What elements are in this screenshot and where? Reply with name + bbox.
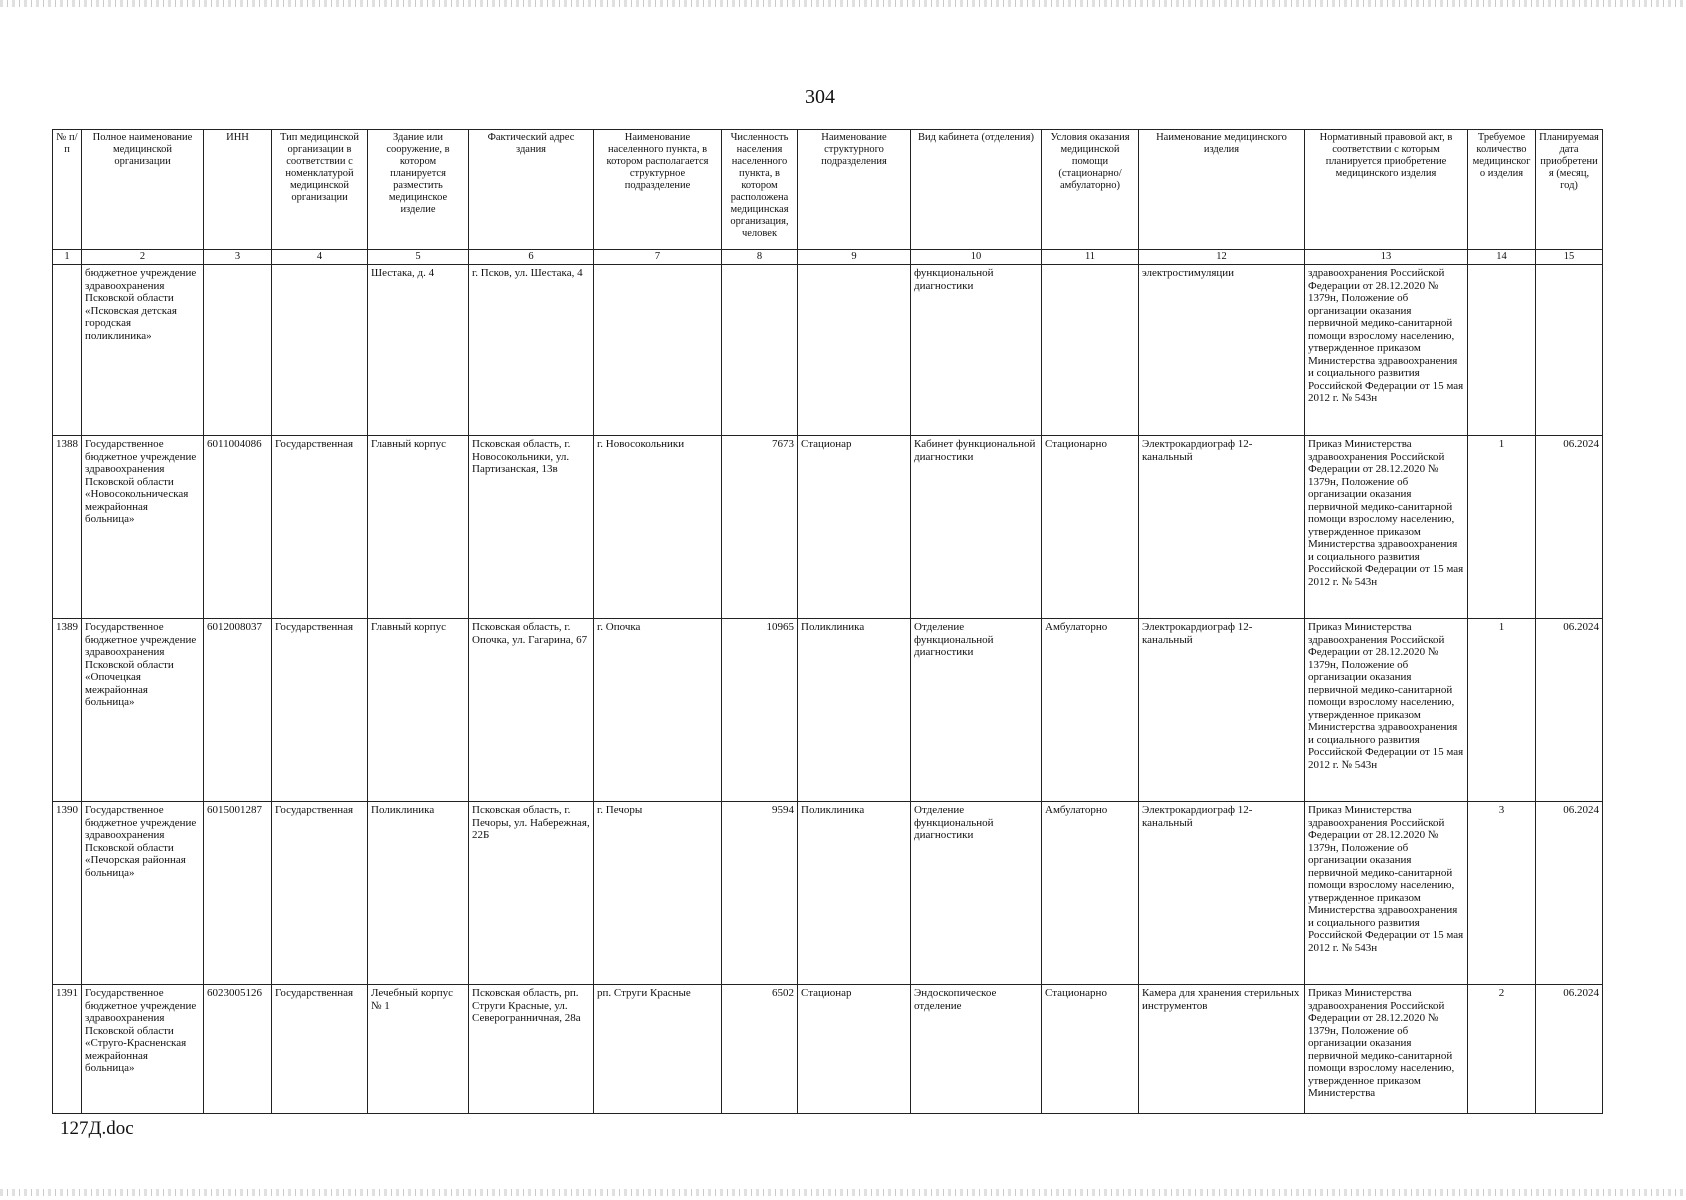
col-header-org: Полное наименование медицинской организации: [82, 130, 204, 250]
cell-device: Электрокардиограф 12-канальный: [1139, 619, 1305, 802]
cell-num: 1390: [53, 802, 82, 985]
cell-cabinet: Отделение функциональной диагностики: [911, 619, 1042, 802]
cell-conditions: Стационарно: [1042, 985, 1139, 1114]
cell-cabinet: функциональной диагностики: [911, 265, 1042, 436]
col-header-inn: ИНН: [204, 130, 272, 250]
col-number: 4: [272, 250, 368, 265]
cell-date: [1536, 265, 1603, 436]
cell-address: Псковская область, рп. Струги Красные, ул. Северогранничная, 28а: [469, 985, 594, 1114]
cell-org: Государственное бюджетное учреждение здравоохранения Псковской области «Опочецкая межрайонная больница»: [82, 619, 204, 802]
col-number: 1: [53, 250, 82, 265]
cell-qty: 3: [1468, 802, 1536, 985]
cell-device: Электрокардиограф 12-канальный: [1139, 802, 1305, 985]
col-header-date: Планируемая дата приобретения (месяц, год): [1536, 130, 1603, 250]
cell-qty: 1: [1468, 619, 1536, 802]
col-header-num: № п/п: [53, 130, 82, 250]
cell-inn: 6011004086: [204, 436, 272, 619]
table-row: [53, 436, 1603, 619]
cell-inn: 6012008037: [204, 619, 272, 802]
col-number: 9: [798, 250, 911, 265]
cell-date: 06.2024: [1536, 619, 1603, 802]
col-number: 13: [1305, 250, 1468, 265]
cell-locality: [594, 265, 722, 436]
cell-building: Главный корпус: [368, 436, 469, 619]
cell-locality: г. Печоры: [594, 802, 722, 985]
cell-qty: [1468, 265, 1536, 436]
cell-unit: Стационар: [798, 436, 911, 619]
col-header-type: Тип медицинской организации в соответствии с номенклатурой медицинской организации: [272, 130, 368, 250]
col-number: 2: [82, 250, 204, 265]
cell-conditions: Амбулаторно: [1042, 619, 1139, 802]
cell-inn: [204, 265, 272, 436]
cell-num: 1388: [53, 436, 82, 619]
cell-org: бюджетное учреждение здравоохранения Псковской области «Псковская детская городская поликлиника»: [82, 265, 204, 436]
col-header-device: Наименование медицинского изделия: [1139, 130, 1305, 250]
cell-date: 06.2024: [1536, 802, 1603, 985]
cell-population: [722, 265, 798, 436]
cell-device: Камера для хранения стерильных инструментов: [1139, 985, 1305, 1114]
cell-population: 9594: [722, 802, 798, 985]
col-header-address: Фактический адрес здания: [469, 130, 594, 250]
page-number: 304: [805, 86, 835, 108]
cell-num: [53, 265, 82, 436]
cell-cabinet: Кабинет функциональной диагностики: [911, 436, 1042, 619]
cell-qty: 2: [1468, 985, 1536, 1114]
cell-type: Государственная: [272, 436, 368, 619]
header-row: [53, 130, 1603, 250]
col-number: 14: [1468, 250, 1536, 265]
cell-org: Государственное бюджетное учреждение здравоохранения Псковской области «Новосокольническая межрайонная больница»: [82, 436, 204, 619]
col-header-cabinet: Вид кабинета (отделения): [911, 130, 1042, 250]
cell-address: Псковская область, г. Печоры, ул. Набережная, 22Б: [469, 802, 594, 985]
col-number: 8: [722, 250, 798, 265]
cell-act: Приказ Министерства здравоохранения Российской Федерации от 28.12.2020 № 1379н, Положение об организации оказания первичной медико-санитарной помощи взрослому населению, утвержденное приказом Министерства здравоохранения и социального развития Российской Федерации от 15 мая 2012 г. № 543н: [1305, 802, 1468, 985]
cell-num: 1389: [53, 619, 82, 802]
cell-building: Шестака, д. 4: [368, 265, 469, 436]
col-number: 3: [204, 250, 272, 265]
table-row: [53, 802, 1603, 985]
cell-type: Государственная: [272, 619, 368, 802]
cell-type: Государственная: [272, 985, 368, 1114]
cell-type: Государственная: [272, 802, 368, 985]
cell-cabinet: Отделение функциональной диагностики: [911, 802, 1042, 985]
cell-inn: 6015001287: [204, 802, 272, 985]
cell-inn: 6023005126: [204, 985, 272, 1114]
scan-edge-top: [0, 0, 1686, 7]
cell-unit: [798, 265, 911, 436]
table-row: [53, 265, 1603, 436]
cell-unit: Поликлиника: [798, 802, 911, 985]
cell-device: электростимуляции: [1139, 265, 1305, 436]
cell-locality: рп. Струги Красные: [594, 985, 722, 1114]
cell-address: г. Псков, ул. Шестака, 4: [469, 265, 594, 436]
cell-population: 10965: [722, 619, 798, 802]
col-number: 15: [1536, 250, 1603, 265]
cell-locality: г. Новосокольники: [594, 436, 722, 619]
table-row: [53, 619, 1603, 802]
cell-unit: Поликлиника: [798, 619, 911, 802]
col-number: 10: [911, 250, 1042, 265]
col-number: 7: [594, 250, 722, 265]
col-number: 11: [1042, 250, 1139, 265]
scan-edge-bottom: [0, 1189, 1686, 1196]
cell-conditions: Стационарно: [1042, 436, 1139, 619]
table-row: [53, 985, 1603, 1114]
col-header-conditions: Условия оказания медицинской помощи (стационарно/ амбулаторно): [1042, 130, 1139, 250]
col-number: 6: [469, 250, 594, 265]
cell-conditions: Амбулаторно: [1042, 802, 1139, 985]
cell-building: Главный корпус: [368, 619, 469, 802]
cell-act: Приказ Министерства здравоохранения Российской Федерации от 28.12.2020 № 1379н, Положение об организации оказания первичной медико-санитарной помощи взрослому населению, утвержденное приказом Министерства здравоохранения и социального развития Российской Федерации от 15 мая 2012 г. № 543н: [1305, 619, 1468, 802]
document-filename: 127Д.doc: [60, 1118, 134, 1139]
cell-date: 06.2024: [1536, 985, 1603, 1114]
cell-unit: Стационар: [798, 985, 911, 1114]
cell-building: Лечебный корпус № 1: [368, 985, 469, 1114]
cell-date: 06.2024: [1536, 436, 1603, 619]
col-header-unit: Наименование структурного подразделения: [798, 130, 911, 250]
col-header-locality: Наименование населенного пункта, в котором располагается структурное подразделение: [594, 130, 722, 250]
cell-device: Электрокардиограф 12-канальный: [1139, 436, 1305, 619]
cell-qty: 1: [1468, 436, 1536, 619]
col-header-building: Здание или сооружение, в котором планируется разместить медицинское изделие: [368, 130, 469, 250]
cell-act: Приказ Министерства здравоохранения Российской Федерации от 28.12.2020 № 1379н, Положение об организации оказания первичной медико-санитарной помощи взрослому населению, утвержденное приказом Министерства здравоохранения и социального развития Российской Федерации от 15 мая 2012 г. № 543н: [1305, 436, 1468, 619]
cell-num: 1391: [53, 985, 82, 1114]
col-number: 12: [1139, 250, 1305, 265]
cell-building: Поликлиника: [368, 802, 469, 985]
cell-address: Псковская область, г. Новосокольники, ул. Партизанская, 13в: [469, 436, 594, 619]
cell-locality: г. Опочка: [594, 619, 722, 802]
column-number-row: [53, 250, 1603, 265]
cell-type: [272, 265, 368, 436]
cell-act: Приказ Министерства здравоохранения Российской Федерации от 28.12.2020 № 1379н, Положение об организации оказания первичной медико-санитарной помощи взрослому населению, утвержденное приказом Министерства: [1305, 985, 1468, 1114]
cell-address: Псковская область, г. Опочка, ул. Гагарина, 67: [469, 619, 594, 802]
col-header-act: Нормативный правовой акт, в соответствии с которым планируется приобретение медицинского изделия: [1305, 130, 1468, 250]
medical-equipment-table: [52, 129, 1603, 1114]
cell-population: 6502: [722, 985, 798, 1114]
col-number: 5: [368, 250, 469, 265]
col-header-population: Численность населения населенного пункта, в котором расположена медицинская организация, человек: [722, 130, 798, 250]
cell-conditions: [1042, 265, 1139, 436]
cell-act: здравоохранения Российской Федерации от 28.12.2020 № 1379н, Положение об организации оказания первичной медико-санитарной помощи взрослому населению, утвержденное приказом Министерства здравоохранения и социального развития Российской Федерации от 15 мая 2012 г. № 543н: [1305, 265, 1468, 436]
cell-cabinet: Эндоскопическое отделение: [911, 985, 1042, 1114]
cell-org: Государственное бюджетное учреждение здравоохранения Псковской области «Печорская районная больница»: [82, 802, 204, 985]
cell-population: 7673: [722, 436, 798, 619]
col-header-qty: Требуемое количество медицинского изделия: [1468, 130, 1536, 250]
cell-org: Государственное бюджетное учреждение здравоохранения Псковской области «Струго-Красненская межрайонная больница»: [82, 985, 204, 1114]
